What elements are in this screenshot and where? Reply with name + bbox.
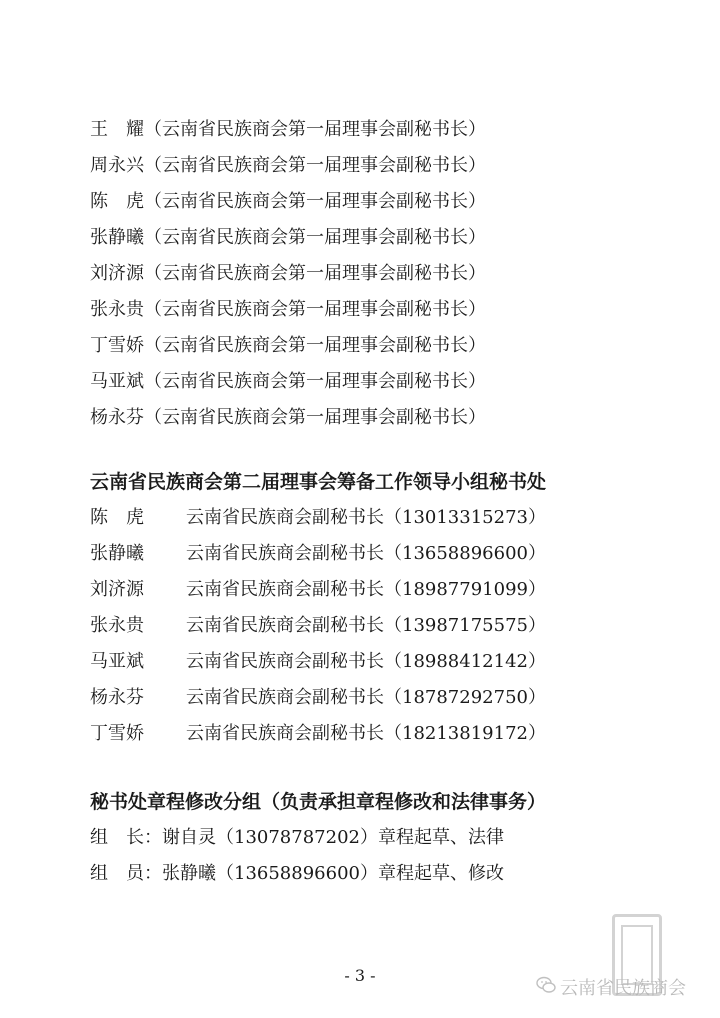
list-item: 张静曦（云南省民族商会第一届理事会副秘书长）	[90, 227, 486, 248]
list-item: 陈 虎（云南省民族商会第一届理事会副秘书长）	[90, 191, 486, 212]
member-name: 马亚斌	[90, 651, 144, 672]
table-row	[90, 716, 546, 752]
member-detail: 云南省民族商会副秘书长（18987791099）	[186, 579, 546, 600]
member-detail: 云南省民族商会副秘书长（13987175575）	[186, 615, 546, 636]
list-item: 组 员：张静曦（13658896600）章程起草、修改	[90, 863, 504, 884]
member-detail: 云南省民族商会副秘书长（18213819172）	[186, 723, 546, 744]
vice-secretary-list	[90, 112, 486, 436]
member-name: 张永贵	[90, 615, 144, 636]
member-detail: 云南省民族商会副秘书长（18988412142）	[186, 651, 546, 672]
list-item: 马亚斌（云南省民族商会第一届理事会副秘书长）	[90, 371, 486, 392]
charter-group-heading: 秘书处章程修改分组（负责承担章程修改和法律事务）	[90, 791, 547, 813]
table-row	[90, 536, 546, 572]
member-name: 丁雪娇	[90, 723, 144, 744]
member-name: 刘济源	[90, 579, 144, 600]
list-item: 刘济源（云南省民族商会第一届理事会副秘书长）	[90, 263, 486, 284]
table-row	[90, 500, 546, 536]
list-item: 杨永芬（云南省民族商会第一届理事会副秘书长）	[90, 407, 486, 428]
watermark-account-name: 云南省民族商会	[560, 978, 686, 999]
secretariat-heading: 云南省民族商会第二届理事会筹备工作领导小组秘书处	[90, 471, 547, 493]
charter-group-list	[90, 820, 504, 892]
list-item: 组 长：谢自灵（13078787202）章程起草、法律	[90, 827, 504, 848]
table-row	[90, 680, 546, 716]
list-item: 周永兴（云南省民族商会第一届理事会副秘书长）	[90, 155, 486, 176]
list-item: 王 耀（云南省民族商会第一届理事会副秘书长）	[90, 119, 486, 140]
list-item: 张永贵（云南省民族商会第一届理事会副秘书长）	[90, 299, 486, 320]
list-item: 丁雪娇（云南省民族商会第一届理事会副秘书长）	[90, 335, 486, 356]
wechat-icon	[536, 976, 556, 994]
table-row	[90, 608, 546, 644]
member-name: 张静曦	[90, 543, 144, 564]
member-detail: 云南省民族商会副秘书长（18787292750）	[186, 687, 546, 708]
member-name: 陈 虎	[90, 507, 144, 528]
member-detail: 云南省民族商会副秘书长（13013315273）	[186, 507, 546, 528]
page-number: - 3 -	[344, 966, 376, 985]
table-row	[90, 644, 546, 680]
member-detail: 云南省民族商会副秘书长（13658896600）	[186, 543, 546, 564]
member-name: 杨永芬	[90, 687, 144, 708]
table-row	[90, 572, 546, 608]
secretariat-list	[90, 500, 546, 752]
